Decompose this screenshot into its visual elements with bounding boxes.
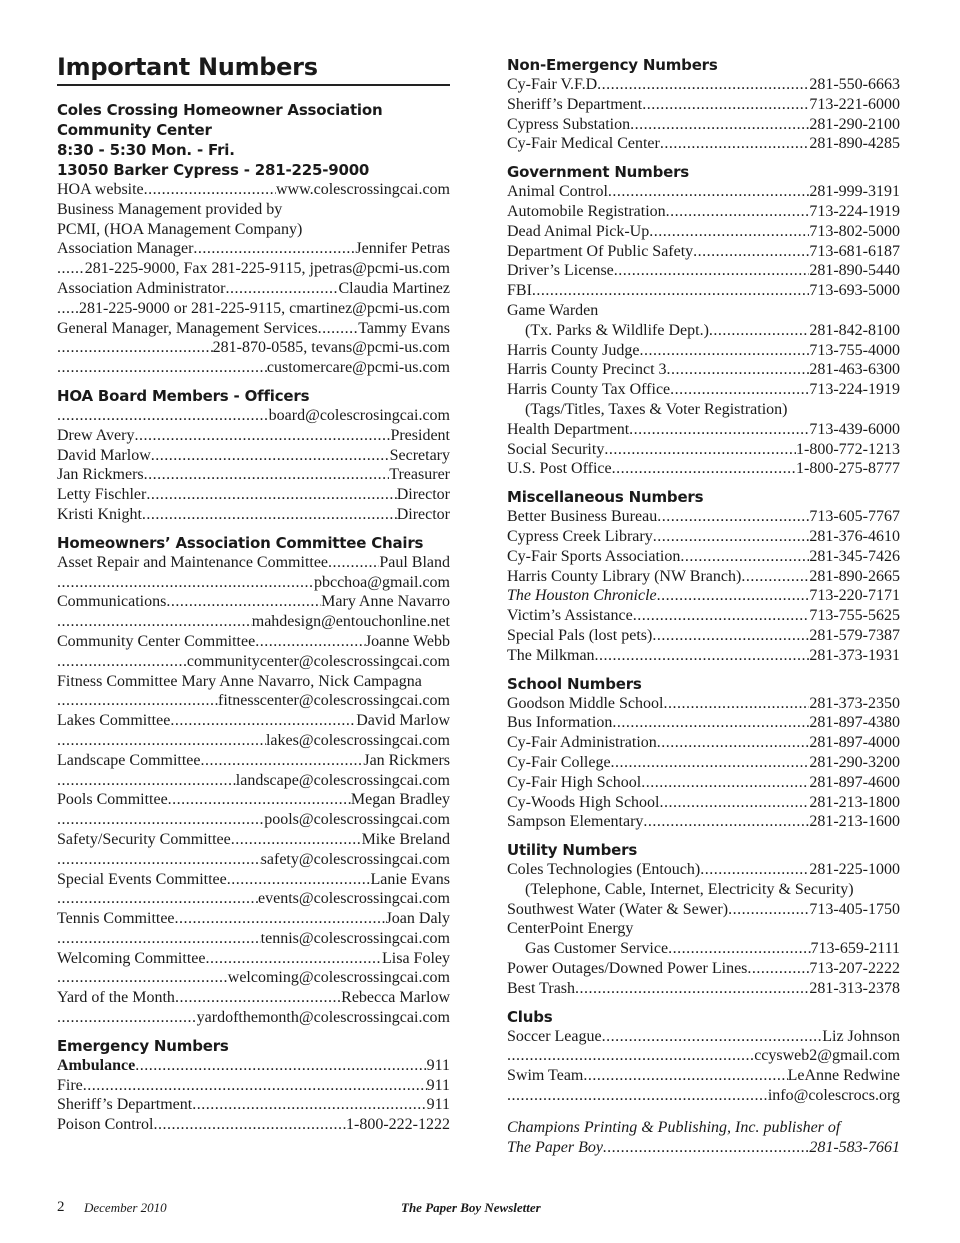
committee-row: Tennis Committee ..... Joan Daly bbox=[57, 909, 450, 929]
non-emergency-heading: Non-Emergency Numbers bbox=[507, 56, 718, 74]
emergency-section bbox=[57, 1036, 450, 1135]
hoa-header-line: Community Center bbox=[57, 121, 212, 139]
committee-email-row: ..... landscape@colescrossingcai.com bbox=[57, 771, 450, 791]
committee-section bbox=[57, 533, 450, 1028]
club-row: Swim Team ..... LeAnne Redwine bbox=[507, 1066, 900, 1086]
number-row: Harris County Library (NW Branch) ..... 281-890-2665 bbox=[507, 567, 900, 587]
clubs-heading: Clubs bbox=[507, 1007, 553, 1026]
hoa-website-link[interactable]: www.colescrossingcai.com bbox=[275, 181, 450, 198]
committee-email-row: ..... events@colescrossingcai.com bbox=[57, 889, 450, 909]
hoa-header-line: Coles Crossing Homeowner Association bbox=[57, 101, 383, 119]
number-row: U.S. Post Office ..... 1-800-275-8777 bbox=[507, 459, 900, 479]
game-warden-line: Game Warden bbox=[507, 301, 599, 319]
board-member-row: Letty Fischler ..... Director bbox=[57, 485, 450, 505]
committee-row: Yard of the Month ..... Rebecca Marlow bbox=[57, 988, 450, 1008]
board-heading: HOA Board Members - Officers bbox=[57, 386, 310, 405]
committee-email-row: ..... pbcchoa@gmail.com bbox=[57, 573, 450, 593]
club-email-row: ..... ccysweb2@gmail.com bbox=[507, 1046, 900, 1066]
hoa-section bbox=[57, 100, 450, 378]
government-heading: Government Numbers bbox=[507, 163, 690, 182]
board-section bbox=[57, 386, 450, 525]
club-email-row: ..... info@colescrocs.org bbox=[507, 1086, 900, 1106]
misc-section bbox=[507, 487, 900, 665]
committee-email-row: ..... yardofthemonth@colescrossingcai.com bbox=[57, 1008, 450, 1028]
board-member-row: Kristi Knight ..... Director bbox=[57, 505, 450, 525]
emergency-row: Ambulance ..... 911 bbox=[57, 1056, 450, 1076]
number-row: Gas Customer Service ..... 713-659-2111 bbox=[507, 939, 900, 959]
number-row: Power Outages/Downed Power Lines ..... 713-207-2222 bbox=[507, 959, 900, 979]
admin-contact-row: ..... 281-225-9000 or 281-225-9115, cmartinez@pcmi-us.com bbox=[57, 299, 450, 319]
number-row: Better Business Bureau ..... 713-605-7767 bbox=[507, 507, 900, 527]
emergency-row: Fire ..... 911 bbox=[57, 1076, 450, 1096]
misc-heading: Miscellaneous Numbers bbox=[507, 488, 704, 507]
number-row: Dead Animal Pick-Up ..... 713-802-5000 bbox=[507, 222, 900, 242]
number-row: The Houston Chronicle ..... 713-220-7171 bbox=[507, 586, 900, 606]
credit-row: The Paper Boy ..... 281-583-7661 bbox=[507, 1138, 900, 1158]
board-member-row: Jan Rickmers ..... Treasurer bbox=[57, 465, 450, 485]
number-row: Cy-Fair V.F.D ..... 281-550-6663 bbox=[507, 75, 900, 95]
customer-care-row: ..... customercare@pcmi-us.com bbox=[57, 358, 450, 378]
utility-note: (Telephone, Cable, Internet, Electricity & Security) bbox=[525, 880, 854, 898]
committee-email-row: ..... pools@colescrossingcai.com bbox=[57, 810, 450, 830]
credit-line: Champions Printing & Publishing, Inc. publisher of bbox=[507, 1118, 841, 1136]
admin-row: Association Administrator ..... Claudia Martinez bbox=[57, 279, 450, 299]
page-title: Important Numbers bbox=[57, 53, 318, 81]
mgmt-line: PCMI, (HOA Management Company) bbox=[57, 220, 303, 238]
committee-row: Pools Committee ..... Megan Bradley bbox=[57, 790, 450, 810]
club-row: Soccer League ..... Liz Johnson bbox=[507, 1027, 900, 1047]
committee-email-row: ..... communitycenter@colescrossingcai.com bbox=[57, 652, 450, 672]
tags-note: (Tags/Titles, Taxes & Voter Registration) bbox=[525, 400, 788, 418]
utility-section bbox=[507, 840, 900, 999]
hoa-header-line: 13050 Barker Cypress - 281-225-9000 bbox=[57, 161, 370, 179]
number-row: Cy-Fair High School ..... 281-897-4600 bbox=[507, 773, 900, 793]
page-footer bbox=[57, 1199, 900, 1217]
board-email-row: ..... board@colescrosingcai.com bbox=[57, 406, 450, 426]
committee-row: Asset Repair and Maintenance Committee ..... Paul Bland bbox=[57, 553, 450, 573]
committee-email-row: ..... mahdesign@entouchonline.net bbox=[57, 612, 450, 632]
issue-date: December 2010 bbox=[84, 1200, 167, 1215]
number-row: Coles Technologies (Entouch) ..... 281-225-1000 bbox=[507, 860, 900, 880]
number-row: Driver’s License ..... 281-890-5440 bbox=[507, 261, 900, 281]
number-row: Animal Control ..... 281-999-3191 bbox=[507, 182, 900, 202]
number-row: Cypress Creek Library ..... 281-376-4610 bbox=[507, 527, 900, 547]
manager-contact-row: ..... 281-225-9000, Fax 281-225-9115, jpetras@pcmi-us.com bbox=[57, 259, 450, 279]
number-row: FBI ..... 713-693-5000 bbox=[507, 281, 900, 301]
number-row: Best Trash ..... 281-313-2378 bbox=[507, 979, 900, 999]
number-row: Cy-Fair Medical Center ..... 281-890-4285 bbox=[507, 134, 900, 154]
committee-row: Lakes Committee ..... David Marlow bbox=[57, 711, 450, 731]
committee-row: Safety/Security Committee ..... Mike Breland bbox=[57, 830, 450, 850]
government-section bbox=[507, 162, 900, 479]
number-row: Special Pals (lost pets) ..... 281-579-7387 bbox=[507, 626, 900, 646]
committee-email-row: ..... lakes@colescrossingcai.com bbox=[57, 731, 450, 751]
number-row: Automobile Registration ..... 713-224-1919 bbox=[507, 202, 900, 222]
number-row: Cypress Substation ..... 281-290-2100 bbox=[507, 115, 900, 135]
gm-row: General Manager, Management Services ..... Tammy Evans bbox=[57, 319, 450, 339]
committee-email-row: ..... fitnesscenter@colescrossingcai.com bbox=[57, 691, 450, 711]
committee-email-row: ..... welcoming@colescrossingcai.com bbox=[57, 968, 450, 988]
gm-contact-row: ..... 281-870-0585, tevans@pcmi-us.com bbox=[57, 338, 450, 358]
number-row: Bus Information ..... 281-897-4380 bbox=[507, 713, 900, 733]
number-row: Southwest Water (Water & Sewer) ..... 713-405-1750 bbox=[507, 900, 900, 920]
board-member-row: Drew Avery ..... President bbox=[57, 426, 450, 446]
number-row: The Milkman ..... 281-373-1931 bbox=[507, 646, 900, 666]
committee-email-row: ..... safety@colescrossingcai.com bbox=[57, 850, 450, 870]
newsletter-name: The Paper Boy Newsletter bbox=[401, 1200, 541, 1215]
number-row: Health Department ..... 713-439-6000 bbox=[507, 420, 900, 440]
number-row: Harris County Precinct 3 ..... 281-463-6300 bbox=[507, 360, 900, 380]
centerpoint-line: CenterPoint Energy bbox=[507, 920, 634, 938]
board-member-row: David Marlow ..... Secretary bbox=[57, 446, 450, 466]
number-row: Department Of Public Safety ..... 713-681-6187 bbox=[507, 242, 900, 262]
mgmt-line: Business Management provided by bbox=[57, 200, 283, 218]
committee-row: Community Center Committee ..... Joanne Webb bbox=[57, 632, 450, 652]
number-row: Cy-Fair College ..... 281-290-3200 bbox=[507, 753, 900, 773]
title-rule bbox=[57, 84, 450, 86]
committee-heading: Homeowners’ Association Committee Chairs bbox=[57, 533, 424, 552]
committee-row: Special Events Committee ..... Lanie Evans bbox=[57, 870, 450, 890]
manager-row: Association Manager ..... Jennifer Petras bbox=[57, 239, 450, 259]
committee-row: Welcoming Committee ..... Lisa Foley bbox=[57, 949, 450, 969]
number-row: Cy-Fair Administration ..... 281-897-4000 bbox=[507, 733, 900, 753]
number-row: Sampson Elementary ..... 281-213-1600 bbox=[507, 812, 900, 832]
number-row: Social Security ..... 1-800-772-1213 bbox=[507, 440, 900, 460]
left-column bbox=[57, 52, 450, 1135]
committee-row: Landscape Committee ..... Jan Rickmers bbox=[57, 751, 450, 771]
number-row: Cy-Fair Sports Association ..... 281-345-7426 bbox=[507, 547, 900, 567]
number-row: (Tx. Parks & Wildlife Dept.) ..... 281-842-8100 bbox=[507, 321, 900, 341]
publisher-credit bbox=[507, 1118, 900, 1158]
page-number: 2 bbox=[57, 1199, 65, 1215]
number-row: Harris County Judge ..... 713-755-4000 bbox=[507, 341, 900, 361]
school-section bbox=[507, 674, 900, 833]
number-row: Sheriff’s Department ..... 713-221-6000 bbox=[507, 95, 900, 115]
school-heading: School Numbers bbox=[507, 674, 642, 693]
clubs-section bbox=[507, 1007, 900, 1106]
committee-row: Fitness Committee Mary Anne Navarro, Nick Campagna bbox=[57, 672, 422, 690]
emergency-row: Poison Control ..... 1-800-222-1222 bbox=[57, 1115, 450, 1135]
number-row: Victim’s Assistance ..... 713-755-5625 bbox=[507, 606, 900, 626]
non-emergency-section bbox=[507, 55, 900, 154]
committee-row: Communications ..... Mary Anne Navarro bbox=[57, 592, 450, 612]
right-column bbox=[507, 55, 900, 1157]
committee-email-row: ..... tennis@colescrossingcai.com bbox=[57, 929, 450, 949]
hoa-header-line: 8:30 - 5:30 Mon. - Fri. bbox=[57, 141, 235, 159]
number-row: Harris County Tax Office ..... 713-224-1919 bbox=[507, 380, 900, 400]
number-row: Goodson Middle School ..... 281-373-2350 bbox=[507, 694, 900, 714]
utility-heading: Utility Numbers bbox=[507, 841, 638, 860]
emergency-heading: Emergency Numbers bbox=[57, 1036, 229, 1055]
hoa-website-row: HOA website ..... www.colescrossingcai.com bbox=[57, 180, 450, 200]
emergency-row: Sheriff’s Department ..... 911 bbox=[57, 1095, 450, 1115]
number-row: Cy-Woods High School ..... 281-213-1800 bbox=[507, 793, 900, 813]
